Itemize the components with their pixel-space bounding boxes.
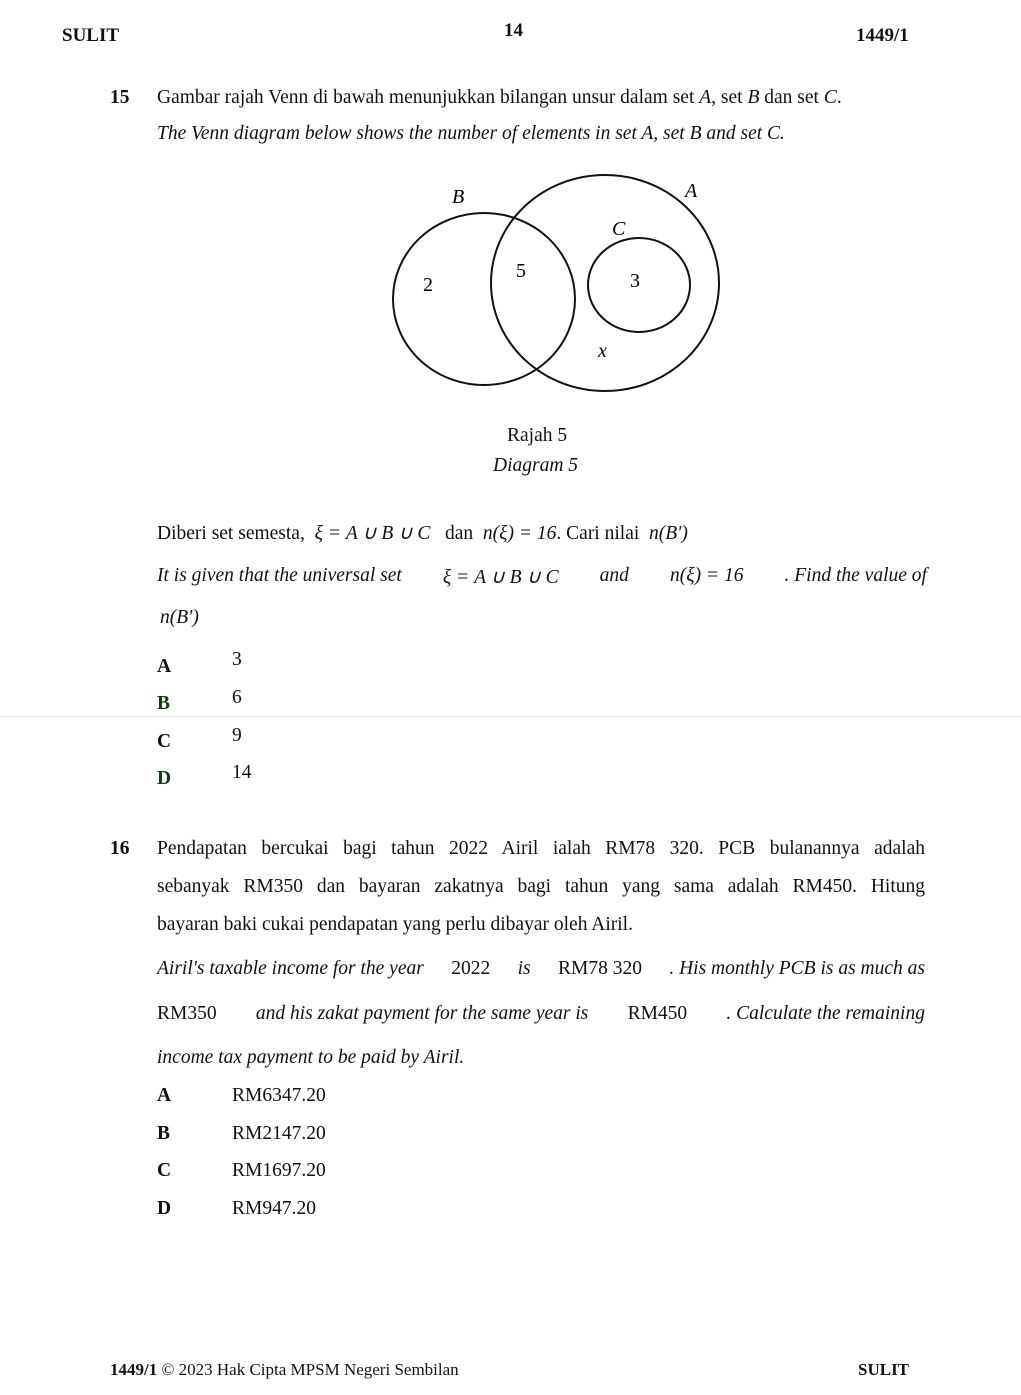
question-15-given-en-cont: n(B')	[160, 607, 199, 628]
set-b-circle	[393, 213, 575, 385]
question-16-prompt-ms-line-3: bayaran baki cukai pendapatan yang perlu dibayar oleh Airil.	[157, 914, 633, 935]
label-b: B	[452, 186, 465, 208]
region-a-and-b-value: 5	[516, 260, 526, 282]
n-universal-expr: n(ξ) = 16	[482, 523, 557, 544]
prompt-text: , set	[711, 87, 748, 108]
header-paper-code: 1449/1	[856, 25, 909, 46]
question-15-prompt-ms	[157, 87, 842, 109]
given-text: Diberi set semesta,	[157, 523, 305, 544]
question-16-number: 16	[110, 838, 130, 859]
region-c-value: 3	[630, 270, 640, 292]
footer-copyright-text: © 2023 Hak Cipta MPSM Negeri Sembilan	[161, 1360, 459, 1379]
prompt-text: .	[836, 87, 842, 108]
set-b-ref: B	[747, 87, 760, 108]
venn-diagram	[380, 165, 740, 400]
prompt-text: . His monthly PCB is as much as	[669, 958, 925, 979]
question-16-prompt-ms-line-1: Pendapatan bercukai bagi tahun 2022 Airil ialah RM78 320. PCB bulanannya adalah	[157, 838, 925, 859]
given-text: dan	[445, 523, 474, 544]
income-value: RM78 320	[557, 958, 642, 979]
q15-option-a-letter[interactable]: A	[157, 656, 172, 677]
footer-classification: SULIT	[858, 1360, 910, 1379]
prompt-text: dan set	[759, 87, 824, 108]
question-16-prompt-en-line-1	[157, 958, 925, 980]
q15-option-a-value[interactable]: 3	[232, 649, 242, 670]
n-b-complement-expr: n(B')	[649, 523, 688, 544]
zakat-value: RM450	[627, 1003, 688, 1024]
question-15-given-en	[157, 565, 927, 589]
q16-option-c-letter[interactable]: C	[157, 1160, 172, 1181]
q16-option-d-value[interactable]: RM947.20	[232, 1198, 316, 1219]
footer-paper-code: 1449/1	[110, 1360, 158, 1379]
prompt-text: and his zakat payment for the same year is	[255, 1003, 589, 1024]
header-classification: SULIT	[62, 25, 120, 46]
footer-copyright	[110, 1360, 459, 1380]
prompt-text: Airil's taxable income for the year	[157, 958, 424, 979]
prompt-text: . Calculate the remaining	[726, 1003, 925, 1024]
q15-option-c-letter[interactable]: C	[157, 731, 172, 752]
page-number: 14	[504, 20, 523, 41]
year-value: 2022	[451, 958, 491, 979]
region-b-only-value: 2	[423, 274, 433, 296]
q16-option-c-value[interactable]: RM1697.20	[232, 1160, 326, 1181]
question-16-prompt-en-line-3: income tax payment to be paid by Airil.	[157, 1047, 465, 1068]
q16-option-a-letter[interactable]: A	[157, 1085, 172, 1106]
q15-option-b-letter[interactable]: B	[157, 693, 171, 714]
q16-option-a-value[interactable]: RM6347.20	[232, 1085, 326, 1106]
question-16-prompt-en-line-2	[157, 1003, 925, 1025]
diagram-caption-en: Diagram 5	[493, 455, 579, 476]
universal-set-expr: ξ = A ∪ B ∪ C	[314, 523, 431, 544]
question-15-given-ms	[157, 521, 688, 545]
question-16-prompt-ms-line-2: sebanyak RM350 dan bayaran zakatnya bagi tahun yang sama adalah RM450. Hitung	[157, 876, 925, 897]
given-text: and	[599, 565, 629, 586]
q15-option-d-letter[interactable]: D	[157, 768, 172, 789]
pcb-value: RM350	[157, 1003, 217, 1024]
q15-option-d-value[interactable]: 14	[232, 762, 252, 783]
q16-option-b-value[interactable]: RM2147.20	[232, 1123, 326, 1144]
q15-option-c-value[interactable]: 9	[232, 725, 242, 746]
n-universal-expr: n(ξ) = 16	[669, 565, 744, 586]
question-15-prompt-en: The Venn diagram below shows the number of elements in set A, set B and set C.	[157, 123, 785, 144]
q16-option-b-letter[interactable]: B	[157, 1123, 171, 1144]
prompt-text: Gambar rajah Venn di bawah menunjukkan bilangan unsur dalam set	[157, 87, 700, 108]
given-text: . Find the value of	[784, 565, 927, 586]
page-divider	[0, 716, 1021, 717]
label-a: A	[685, 180, 698, 202]
q15-option-b-value[interactable]: 6	[232, 687, 242, 708]
question-15-number: 15	[110, 87, 130, 108]
set-c-ref: C	[823, 87, 837, 108]
diagram-caption-ms: Rajah 5	[507, 425, 568, 446]
given-text: It is given that the universal set	[157, 565, 402, 586]
region-a-only-value: x	[598, 340, 607, 362]
universal-set-expr: ξ = A ∪ B ∪ C	[442, 567, 559, 588]
label-c: C	[612, 218, 626, 240]
given-text: . Cari nilai	[556, 523, 640, 544]
set-a-ref: A	[699, 87, 712, 108]
prompt-text: is	[517, 958, 531, 979]
q16-option-d-letter[interactable]: D	[157, 1198, 172, 1219]
